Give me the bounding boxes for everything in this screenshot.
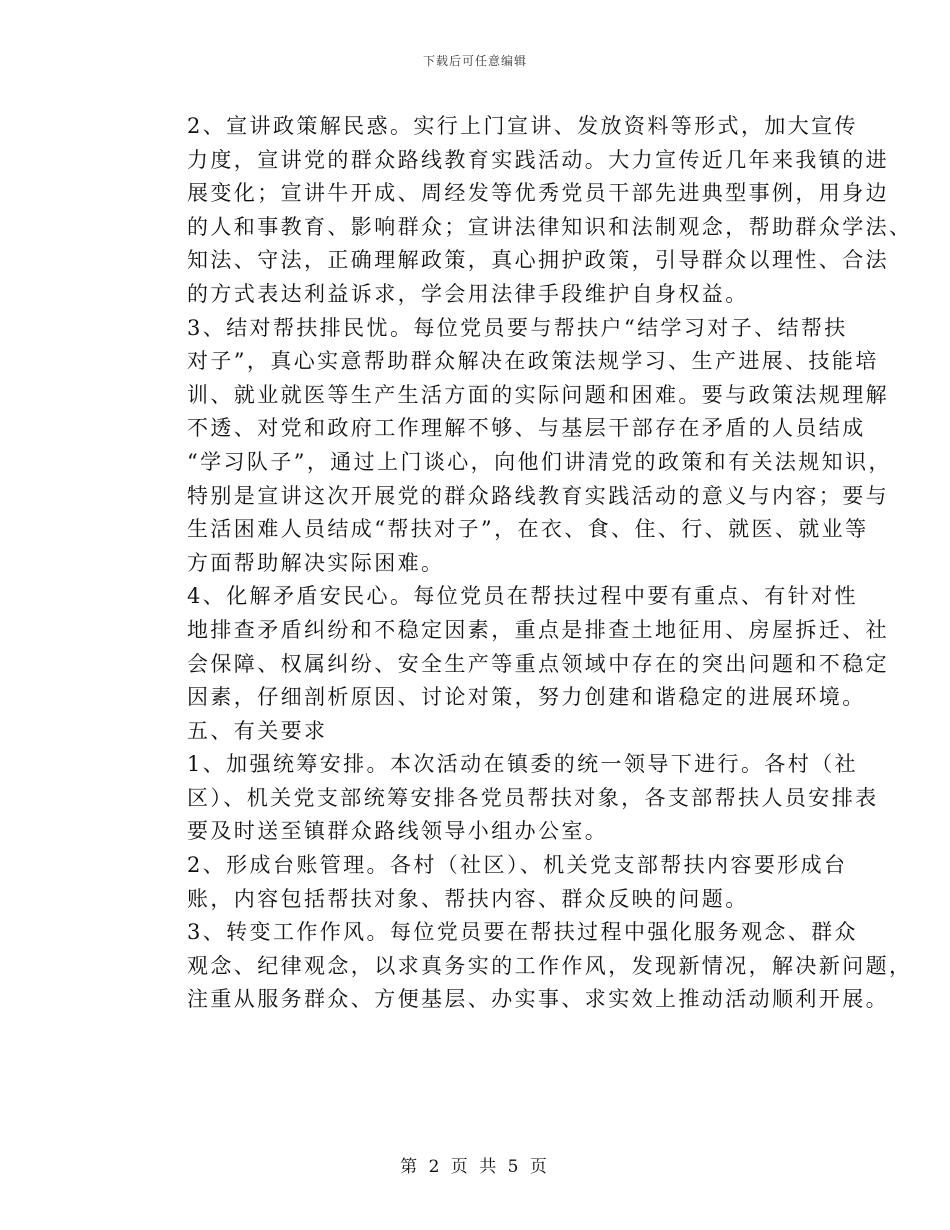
text-line: 特别是宣讲这次开展党的群众路线教育实践活动的意义与内容；要与 xyxy=(187,483,889,508)
text-line: “学习队子”，通过上门谈心，向他们讲清党的政策和有关法规知识， xyxy=(187,449,892,474)
text-line: 展变化；宣讲牛开成、周经发等优秀党员干部先进典型事例，用身边 xyxy=(187,181,889,206)
text-line: 训、就业就医等生产生活方面的实际问题和困难。要与政策法规理解 xyxy=(187,382,889,407)
paragraph-resolve-conflicts xyxy=(140,580,889,714)
page-number-footer: 第 2 页 共 5 页 xyxy=(400,1157,550,1177)
text-line: 1、加强统筹安排。本次活动在镇委的统一领导下进行。各村（社 xyxy=(187,752,858,777)
text-line: 3、结对帮扶排民忧。每位党员要与帮扶户“结学习对子、结帮扶 xyxy=(187,315,848,340)
paragraph-policy-lecture xyxy=(140,110,913,312)
text-line: 五、有关要求 xyxy=(187,718,328,743)
text-line: 的人和事教育、影响群众；宣讲法律知识和法制观念，帮助群众学法、 xyxy=(187,214,913,239)
text-line: 生活困难人员结成“帮扶对子”，在衣、食、住、行、就医、就业等 xyxy=(187,517,869,542)
paragraph-work-style xyxy=(140,916,913,1017)
text-line: 不透、对党和政府工作理解不够、与基层干部存在矛盾的人员结成 xyxy=(187,416,866,441)
text-line: 3、转变工作作风。每位党员要在帮扶过程中强化服务观念、群众 xyxy=(187,920,858,945)
text-line: 账，内容包括帮扶对象、帮扶内容、群众反映的问题。 xyxy=(187,886,749,911)
text-line: 的方式表达利益诉求，学会用法律手段维护自身权益。 xyxy=(187,281,749,306)
text-line: 区）、机关党支部统筹安排各党员帮扶对象，各支部帮扶人员安排表 xyxy=(187,785,879,810)
text-line: 知法、守法，正确理解政策，真心拥护政策，引导群众以理性、合法 xyxy=(187,248,889,273)
text-line: 因素，仔细剖析原因、讨论对策，努力创建和谐稳定的进展环境。 xyxy=(187,685,866,710)
text-line: 方面帮助解决实际困难。 xyxy=(187,550,445,575)
text-line: 2、形成台账管理。各村（社区）、机关党支部帮扶内容要形成台 xyxy=(187,853,848,878)
text-line: 注重从服务群众、方便基层、办实事、求实效上推动活动顺利开展。 xyxy=(187,987,889,1012)
text-line: 2、宣讲政策解民惑。实行上门宣讲、发放资料等形式，加大宣传 xyxy=(187,114,858,138)
text-line: 对子”，真心实意帮助群众解决在政策法规学习、生产进展、技能培 xyxy=(187,349,879,374)
page-header: 下载后可任意编辑 xyxy=(422,54,527,68)
text-line: 力度，宣讲党的群众路线教育实践活动。大力宣传近几年来我镇的进 xyxy=(187,147,889,172)
document-body xyxy=(140,110,913,1017)
section-heading-requirements xyxy=(140,715,810,749)
text-line: 地排查矛盾纠纷和不稳定因素，重点是排查土地征用、房屋拆迁、社 xyxy=(187,617,889,642)
paragraph-ledger-management xyxy=(140,849,848,916)
text-line: 观念、纪律观念，以求真务实的工作作风，发现新情况，解决新问题， xyxy=(187,953,913,978)
paragraph-coordination xyxy=(140,748,879,849)
text-line: 要及时送至镇群众路线领导小组办公室。 xyxy=(187,819,609,844)
text-line: 会保障、权属纠纷、安全生产等重点领域中存在的突出问题和不稳定 xyxy=(187,651,889,676)
paragraph-paired-assistance xyxy=(140,312,892,581)
text-line: 4、化解矛盾安民心。每位党员在帮扶过程中要有重点、有针对性 xyxy=(187,584,858,609)
